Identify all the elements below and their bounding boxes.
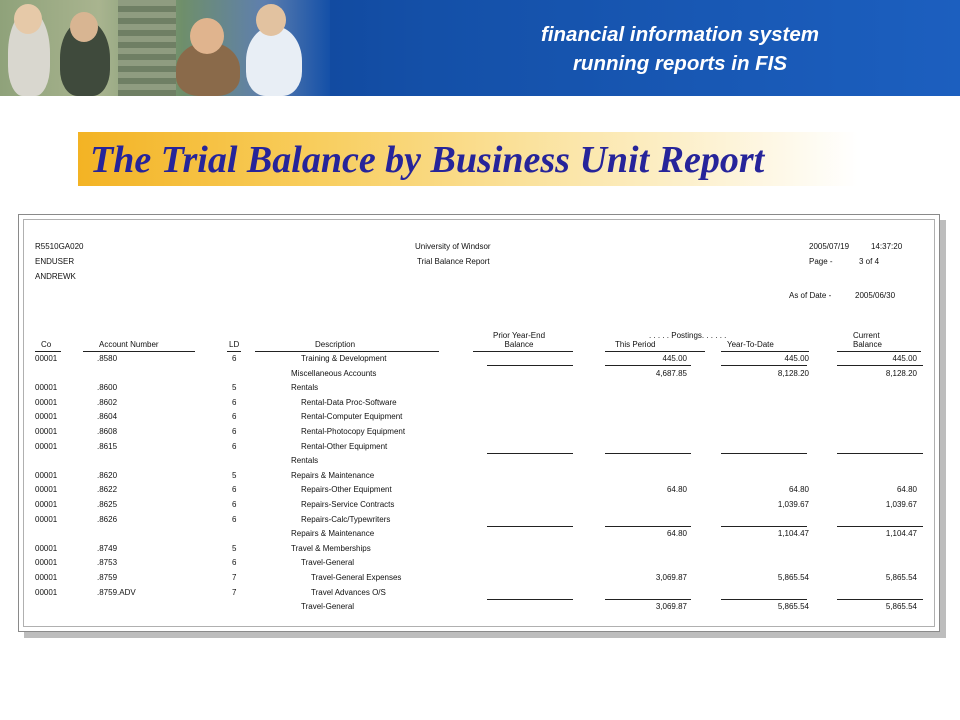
row-description: Repairs & Maintenance — [291, 471, 375, 480]
row-total-rule-current — [837, 365, 923, 366]
row-total-rule-prior — [487, 526, 573, 527]
report-as-of-label: As of Date - — [789, 291, 832, 300]
report-program-id: R5510GA020 — [35, 242, 84, 251]
row-current-balance: 64.80 — [896, 485, 917, 494]
banner-photo-collage — [0, 0, 330, 96]
row-this-period: 4,687.85 — [655, 369, 687, 378]
col-co-rule — [35, 351, 61, 352]
col-this-period-rule — [605, 351, 705, 352]
row-description: Rental-Computer Equipment — [301, 412, 403, 421]
row-account-number: .8622 — [97, 485, 118, 494]
row-current-balance: 445.00 — [892, 354, 917, 363]
photo-person-2-head — [70, 12, 98, 42]
row-ld: 5 — [232, 544, 237, 553]
row-description: Rental-Data Proc-Software — [301, 398, 397, 407]
row-total-rule-ytd — [721, 453, 807, 454]
row-ld: 5 — [232, 471, 237, 480]
report-page — [18, 214, 940, 632]
row-total-rule-current — [837, 599, 923, 600]
photo-person-1-head — [14, 4, 42, 34]
row-year-to-date: 5,865.54 — [777, 602, 809, 611]
col-account-number: Account Number — [99, 340, 159, 349]
row-this-period: 64.80 — [666, 529, 687, 538]
report-page-value: 3 of 4 — [859, 257, 880, 266]
row-year-to-date: 64.80 — [788, 485, 809, 494]
row-ld: 7 — [232, 573, 237, 582]
row-description: Rental-Photocopy Equipment — [301, 427, 406, 436]
row-current-balance: 8,128.20 — [885, 369, 917, 378]
row-co: 00001 — [35, 544, 58, 553]
row-account-number: .8608 — [97, 427, 118, 436]
row-total-rule-ytd — [721, 526, 807, 527]
row-account-number: .8625 — [97, 500, 118, 509]
row-description: Travel-General Expenses — [311, 573, 402, 582]
row-description: Repairs-Service Contracts — [301, 500, 395, 509]
row-co: 00001 — [35, 427, 58, 436]
row-total-rule-current — [837, 526, 923, 527]
row-description: Travel-General — [301, 558, 355, 567]
row-description: Repairs-Other Equipment — [301, 485, 392, 494]
row-this-period: 445.00 — [662, 354, 687, 363]
row-co: 00001 — [35, 500, 58, 509]
row-account-number: .8759.ADV — [97, 588, 136, 597]
row-total-rule-period — [605, 453, 691, 454]
row-description: Travel & Memberships — [291, 544, 371, 553]
row-co: 00001 — [35, 471, 58, 480]
col-ld-rule — [227, 351, 241, 352]
row-account-number: .8753 — [97, 558, 118, 567]
row-account-number: .8620 — [97, 471, 118, 480]
row-ld: 6 — [232, 558, 237, 567]
row-this-period: 3,069.87 — [655, 602, 687, 611]
row-account-number: .8749 — [97, 544, 118, 553]
row-account-number: .8600 — [97, 383, 118, 392]
row-total-rule-prior — [487, 599, 573, 600]
col-postings: . . . . . Postings. . . . . . — [649, 331, 727, 340]
col-ld: LD — [229, 340, 240, 349]
row-ld: 6 — [232, 398, 237, 407]
banner-caption — [470, 20, 890, 78]
row-year-to-date: 5,865.54 — [777, 573, 809, 582]
row-description: Rentals — [291, 383, 319, 392]
col-prior-bottom: Balance — [504, 340, 534, 349]
row-ld: 7 — [232, 588, 237, 597]
row-year-to-date: 8,128.20 — [777, 369, 809, 378]
row-co: 00001 — [35, 354, 58, 363]
row-ld: 6 — [232, 354, 237, 363]
row-year-to-date: 445.00 — [784, 354, 809, 363]
col-prior-rule — [473, 351, 573, 352]
row-co: 00001 — [35, 383, 58, 392]
photo-person-4 — [246, 26, 302, 96]
row-description: Rental-Other Equipment — [301, 442, 388, 451]
col-this-period: This Period — [615, 340, 656, 349]
col-account-rule — [83, 351, 195, 352]
row-co: 00001 — [35, 398, 58, 407]
report-user: ENDUSER — [35, 257, 75, 266]
report-time: 14:37:20 — [871, 242, 903, 251]
report-user-name: ANDREWK — [35, 272, 76, 281]
row-description: Travel Advances O/S — [311, 588, 386, 597]
col-description-rule — [255, 351, 439, 352]
row-co: 00001 — [35, 588, 58, 597]
row-description: Miscellaneous Accounts — [291, 369, 377, 378]
col-ytd: Year-To-Date — [727, 340, 774, 349]
col-description: Description — [315, 340, 356, 349]
row-description: Repairs-Calc/Typewriters — [301, 515, 391, 524]
row-ld: 6 — [232, 515, 237, 524]
row-year-to-date: 1,104.47 — [777, 529, 809, 538]
row-ld: 6 — [232, 500, 237, 509]
row-total-rule-period — [605, 526, 691, 527]
row-current-balance: 5,865.54 — [885, 573, 917, 582]
row-current-balance: 1,039.67 — [885, 500, 917, 509]
col-prior-top: Prior Year-End — [492, 331, 546, 340]
row-account-number: .8602 — [97, 398, 118, 407]
col-current-rule — [837, 351, 921, 352]
row-current-balance: 5,865.54 — [885, 602, 917, 611]
banner-line-1: financial information system — [541, 23, 819, 46]
report-org: University of Windsor — [415, 242, 491, 251]
row-account-number: .8580 — [97, 354, 118, 363]
col-co: Co — [41, 340, 52, 349]
row-account-number: .8604 — [97, 412, 118, 421]
report-name: Trial Balance Report — [417, 257, 490, 266]
slide-title: The Trial Balance by Business Unit Report — [90, 139, 765, 181]
row-account-number: .8615 — [97, 442, 118, 451]
header-banner — [0, 0, 960, 96]
row-description: Repairs & Maintenance — [291, 529, 375, 538]
report-as-of-value: 2005/06/30 — [855, 291, 896, 300]
row-ld: 5 — [232, 383, 237, 392]
row-ld: 6 — [232, 427, 237, 436]
row-total-rule-ytd — [721, 599, 807, 600]
row-this-period: 64.80 — [666, 485, 687, 494]
row-total-rule-period — [605, 365, 691, 366]
row-description: Travel-General — [301, 602, 355, 611]
row-total-rule-prior — [487, 365, 573, 366]
report-page-label: Page - — [809, 257, 833, 266]
row-current-balance: 1,104.47 — [885, 529, 917, 538]
row-description: Rentals — [291, 456, 319, 465]
row-year-to-date: 1,039.67 — [777, 500, 809, 509]
report-date: 2005/07/19 — [809, 242, 850, 251]
row-total-rule-current — [837, 453, 923, 454]
col-current-top: Current — [853, 331, 880, 340]
row-ld: 6 — [232, 485, 237, 494]
row-account-number: .8759 — [97, 573, 118, 582]
row-co: 00001 — [35, 558, 58, 567]
row-co: 00001 — [35, 442, 58, 451]
row-total-rule-prior — [487, 453, 573, 454]
photo-person-4-head — [256, 4, 286, 36]
row-description: Training & Development — [301, 354, 387, 363]
row-ld: 6 — [232, 442, 237, 451]
row-co: 00001 — [35, 485, 58, 494]
col-ytd-rule — [721, 351, 809, 352]
row-co: 00001 — [35, 573, 58, 582]
row-this-period: 3,069.87 — [655, 573, 687, 582]
photo-building — [118, 0, 176, 96]
photo-person-3-head — [190, 18, 224, 54]
row-ld: 6 — [232, 412, 237, 421]
row-total-rule-period — [605, 599, 691, 600]
row-co: 00001 — [35, 515, 58, 524]
banner-line-2: running reports in FIS — [572, 52, 788, 75]
col-current-bottom: Balance — [853, 340, 882, 349]
row-co: 00001 — [35, 412, 58, 421]
row-account-number: .8626 — [97, 515, 118, 524]
row-total-rule-ytd — [721, 365, 807, 366]
report-frame — [23, 219, 935, 627]
